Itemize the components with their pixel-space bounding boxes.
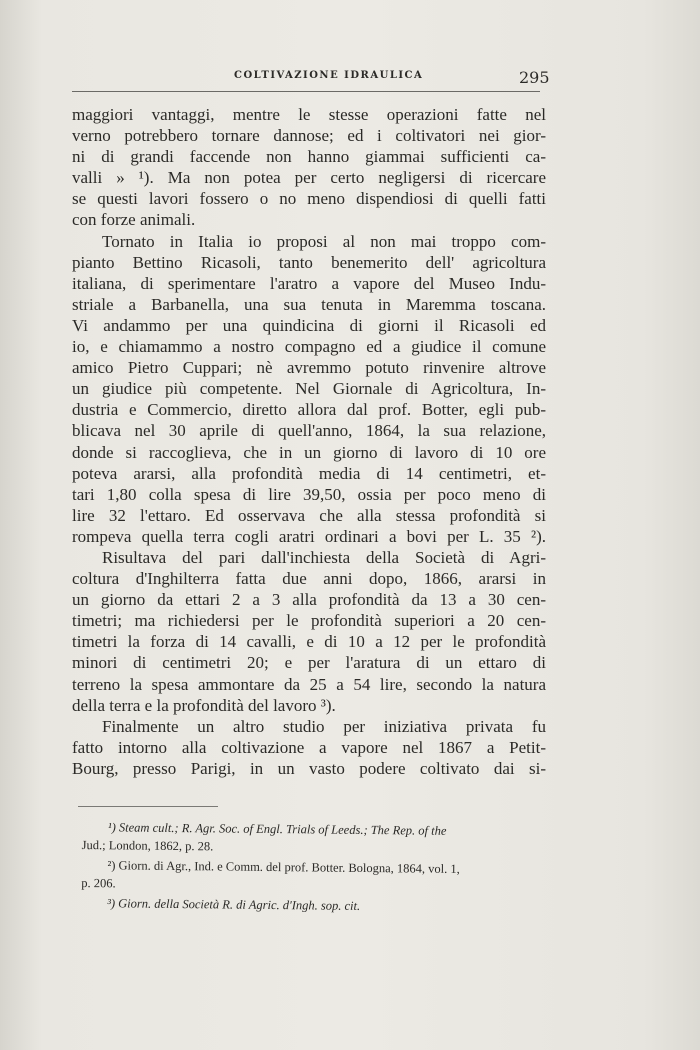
footnote-line: ³) Giorn. della Società R. di Agric. d'Ingh. sop. cit.: [107, 896, 361, 913]
text-line: amico Pietro Cuppari; nè avremmo potuto rinvenire altrove: [72, 358, 546, 378]
text-line: con forze animali.: [72, 210, 196, 230]
text-line: Risultava del pari dall'inchiesta della Società di Agri-: [102, 547, 546, 567]
text-line: un giudice più competente. Nel Giornale di Agricoltura, In-: [72, 379, 546, 399]
text-line: blicava nel 30 aprile di quell'anno, 1864, la sua relazione,: [72, 421, 546, 441]
text-line: ni di grandi faccende non hanno giammai sufficienti ca-: [72, 147, 546, 167]
text-line: se questi lavori fossero o no meno dispendiosi di quelli fatti: [72, 189, 546, 209]
text-line: minori di centimetri 20; e per l'aratura di un ettaro di: [72, 653, 546, 673]
text-line: verno potrebbero tornare dannose; ed i coltivatori nei gior-: [72, 126, 546, 146]
text-line: fatto intorno alla coltivazione a vapore nel 1867 a Petit-: [72, 737, 546, 757]
header-rule: [72, 91, 540, 92]
paragraph-4: [72, 716, 546, 779]
text-line: pianto Bettino Ricasoli, tanto benemerito dell' agricoltura: [72, 252, 546, 272]
body-text: [72, 104, 546, 779]
text-line: timetri; ma richiedersi per le profondità superiori a 20 cen-: [72, 611, 546, 631]
paragraph-1: [72, 104, 546, 231]
text-line: Vi andammo per una quindicina di giorni il Ricasoli ed: [72, 315, 546, 335]
text-line: io, e chiamammo a nostro compagno ed a giudice il comune: [72, 337, 546, 357]
text-line: dustria e Commercio, diretto allora dal prof. Botter, egli pub-: [72, 400, 546, 420]
text-line: poteva ararsi, alla profondità media di 14 centimetri, et-: [72, 463, 546, 483]
footnote-line: ²) Giorn. di Agr., Ind. e Comm. del prof. Botter. Bologna, 1864, vol. 1,: [107, 858, 460, 876]
text-line: tari 1,80 colla spesa di lire 39,50, ossia per poco meno di: [72, 484, 546, 504]
text-line: Tornato in Italia io proposi al non mai troppo com-: [102, 231, 546, 251]
text-line: valli » ¹). Ma non potea per certo negligersi di ricercare: [72, 168, 546, 188]
text-line: Finalmente un altro studio per iniziativa privata fu: [102, 716, 546, 736]
text-line: donde si raccoglieva, che in un giorno di lavoro di 10 ore: [72, 442, 546, 462]
footnotes: [79, 818, 550, 919]
footnote-2: [79, 856, 549, 897]
footnote-line: Jud.; London, 1862, p. 28.: [81, 838, 214, 854]
text-line: terreno la spesa ammontare da 25 a 54 lire, secondo la natura: [72, 674, 546, 694]
running-head: COLTIVAZIONE IDRAULICA: [234, 70, 424, 81]
page-header: [70, 66, 550, 90]
text-line: coltura d'Inghilterra fatta due anni dopo, 1866, ararsi in: [72, 569, 546, 589]
text-line: maggiori vantaggi, mentre le stesse operazioni fatte nel: [72, 105, 546, 124]
paragraph-3: [72, 547, 546, 716]
text-line: striale a Barbanella, una sua tenuta in Maremma toscana.: [72, 294, 546, 314]
text-line: italiana, di sperimentare l'aratro a vapore del Museo Indu-: [72, 273, 546, 293]
footnote-3: [79, 894, 549, 917]
text-line: lire 32 l'ettaro. Ed osservava che alla stessa profondità si: [72, 505, 546, 525]
footnote-line: p. 206.: [81, 876, 116, 891]
footnote-1: [80, 818, 550, 859]
paragraph-2: [72, 231, 546, 547]
text-line: Bourg, presso Parigi, in un vasto podere coltivato dai si-: [72, 758, 546, 778]
text-line: timetri la forza di 14 cavalli, e di 10 a 12 per le profondità: [72, 632, 546, 652]
text-line: un giorno da ettari 2 a 3 alla profondità da 13 a 30 cen-: [72, 590, 546, 610]
text-line: della terra e la profondità del lavoro ³).: [72, 695, 336, 715]
page-number: 295: [519, 68, 550, 87]
footnote-rule: [78, 806, 218, 807]
text-line: rompeva quella terra cogli aratri ordinari a bovi per L. 35 ²).: [72, 526, 546, 546]
footnote-line: ¹) Steam cult.; R. Agr. Soc. of Engl. Trials of Leeds.; The Rep. of the: [107, 820, 447, 838]
